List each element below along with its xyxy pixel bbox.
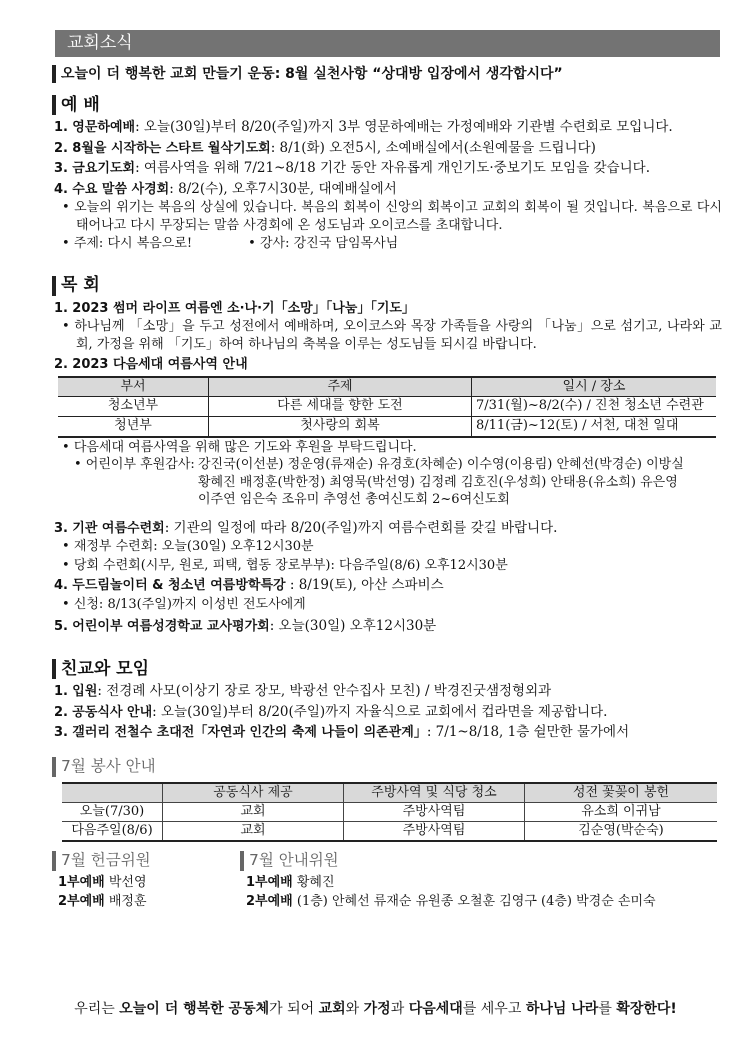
heading-marker — [52, 276, 56, 296]
offering-heading-text: 7월 헌금위원 — [61, 851, 151, 870]
heading-marker — [52, 65, 56, 83]
fellowship-item: 1. 입원: 전경례 사모(이상기 장로 장모, 박광선 안수집사 모친) / 박경진굿샘정형외과 — [54, 683, 552, 700]
heading-marker — [52, 659, 56, 679]
table-header — [62, 783, 163, 803]
table-cell: 교회 — [163, 802, 344, 821]
retreat-bullet: • 재정부 수련회: 오늘(30일) 오후12시30분 — [62, 539, 314, 555]
bulletin-content — [52, 60, 722, 911]
sponsor-list — [74, 456, 722, 509]
pastoral-heading — [52, 275, 722, 297]
usher-row: 1부예배 황혜진 — [246, 874, 335, 890]
worship-bullet: • 오늘의 위기는 복음의 상실에 있습니다. 복음의 회복이 신앙의 회복이고 교회의 회복이 될 것입니다. 복음으로 다시 태어나고 다시 무장되는 말씀 사경회에 온 성도님과 오이코스를 초대합니다. — [62, 200, 722, 233]
pastoral-item: 4. 두드림놀이터 & 청소년 여름방학특강 : 8/19(토), 아산 스파비스 — [54, 577, 444, 594]
table-cell: 주방사역팀 — [344, 821, 525, 841]
usher-heading — [240, 850, 722, 872]
table-cell: 8/11(금)~12(토) / 서천, 대천 일대 — [472, 416, 717, 437]
monthly-subject-text: 오늘이 더 행복한 교회 만들기 운동: 8월 실천사항 “상대방 입장에서 생각합시다” — [61, 65, 563, 82]
table-row — [58, 416, 716, 437]
pastoral-item: 5. 어린이부 여름성경학교 교사평가회: 오늘(30일) 오후12시30분 — [54, 618, 437, 635]
heading-marker — [240, 851, 244, 871]
table-row — [62, 802, 717, 821]
usher-row: 2부예배 (1층) 안혜선 류재순 유원종 오철훈 김영구 (4층) 박경순 손미숙 — [246, 894, 656, 910]
table-header: 주제 — [209, 377, 472, 396]
offering-row: 1부예배 박선영 — [58, 874, 147, 890]
sponsor-label: • 어린이부 후원감사: — [74, 457, 195, 473]
monthly-subject — [52, 62, 722, 86]
heading-marker — [52, 851, 56, 871]
table-cell: 첫사랑의 회복 — [209, 416, 472, 437]
worship-item: 1. 영문하예배: 오늘(30일)부터 8/20(주일)까지 3부 영문하예배는 가정예배와 기관별 수련회로 모입니다. — [54, 119, 673, 135]
table-header: 부서 — [58, 377, 209, 396]
table-cell: 오늘(7/30) — [62, 802, 163, 821]
table-cell: 주방사역팀 — [344, 802, 525, 821]
table-cell: 김순영(박순숙) — [525, 821, 718, 841]
fellowship-item: 3. 갤러리 전철수 초대전「자연과 인간의 축제 나들이 의존관계」: 7/1~8/18, 1층 쉴만한 물가에서 — [54, 724, 630, 741]
worship-item: 2. 8월을 시작하는 스타트 월삭기도회: 8/1(화) 오전5시, 소예배실에서(소원예물을 드립니다) — [54, 139, 596, 156]
service-heading-text: 7월 봉사 안내 — [61, 757, 156, 776]
table-cell: 유소희 이귀남 — [525, 802, 718, 821]
worship-item: 3. 금요기도회: 여름사역을 위해 7/21~8/18 기간 동안 자유롭게 개인기도·중보기도 모임을 갖습니다. — [54, 160, 651, 177]
table-cell: 청년부 — [58, 416, 209, 437]
table-cell: 다른 세대를 향한 도전 — [209, 396, 472, 416]
vision-statement: 우리는 오늘이 더 행복한 공동체가 되어 교회와 가정과 다음세대를 세우고 하나님 나라를 확장한다! — [74, 1001, 677, 1017]
worship-heading-text: 예 배 — [61, 94, 100, 115]
sponsor-names: 황혜진 배정훈(박한정) 최영묵(박선영) 김정례 김호진(우성희) 안태용(유소희) 유은영 — [198, 474, 678, 490]
usher-heading-text: 7월 안내위원 — [249, 851, 339, 870]
table-header: 공동식사 제공 — [163, 783, 344, 803]
worship-heading — [52, 94, 722, 116]
lecture-bullet: • 신청: 8/13(주일)까지 이성빈 전도사에게 — [62, 596, 306, 612]
pastoral-bullet: • 하나님께 「소망」을 두고 성전에서 예배하며, 오이코스와 목장 가족들을 사랑의 「나눔」으로 섬기고, 나라와 교회, 가정을 위해 「기도」하여 하나님의 축복을 이루는 성도님들 되시길 바랍니다. — [62, 319, 722, 352]
table-header: 성전 꽃꽂이 봉헌 — [525, 783, 718, 803]
table-header-row — [62, 783, 717, 803]
table-row — [58, 396, 716, 416]
committee-section — [52, 850, 722, 911]
fellowship-heading-text: 친교와 모임 — [61, 658, 150, 679]
worship-item: 4. 수요 말씀 사경회: 8/2(수), 오후7시30분, 대예배실에서 — [54, 180, 397, 197]
heading-marker — [52, 757, 56, 777]
section-header-bar: 교회소식 — [55, 30, 720, 57]
sponsor-names: 이주연 임은숙 조유미 추영선 총여신도회 2~6여신도회 — [198, 492, 510, 508]
table-row — [62, 821, 717, 841]
table-header: 주방사역 및 식당 청소 — [344, 783, 525, 803]
service-table — [62, 782, 717, 842]
table-cell: 교회 — [163, 821, 344, 841]
table-cell: 7/31(월)~8/2(수) / 진천 청소년 수련관 — [472, 396, 717, 416]
table-header-row — [58, 377, 716, 396]
pastoral-item: 2. 2023 다음세대 여름사역 안내 — [54, 357, 248, 373]
fellowship-heading — [52, 658, 722, 680]
fellowship-item: 2. 공동식사 안내: 오늘(30일)부터 8/20(주일)까지 자율식으로 교회에서 컵라면을 제공합니다. — [54, 703, 608, 720]
pastoral-heading-text: 목 회 — [61, 275, 100, 296]
sponsor-names: 강진국(이선분) 정운영(류재순) 유경호(차혜순) 이수영(이용림) 안혜선(박경순) 이방실 — [198, 457, 684, 473]
table-cell: 다음주일(8/6) — [62, 821, 163, 841]
offering-heading — [52, 850, 240, 872]
pastoral-item: 3. 기관 여름수련회: 기관의 일정에 따라 8/20(주일)까지 여름수련회를 갖길 바랍니다. — [54, 519, 558, 536]
retreat-bullet: • 당회 수련회(시무, 원로, 피택, 협동 장로부부): 다음주일(8/6) 오후12시30분 — [62, 557, 508, 573]
summer-ministry-table — [58, 376, 716, 438]
worship-bullet-theme: • 주제: 다시 복음으로! • 강사: 강진국 담임목사님 — [62, 236, 399, 252]
usher-committee — [240, 850, 722, 911]
prayer-bullet: • 다음세대 여름사역을 위해 많은 기도와 후원을 부탁드립니다. — [62, 439, 417, 455]
offering-committee — [52, 850, 240, 911]
pastoral-item: 1. 2023 썸머 라이프 여름엔 소·나·기「소망」「나눔」「기도」 — [54, 300, 415, 316]
offering-row: 2부예배 배정훈 — [58, 894, 147, 910]
heading-marker — [52, 95, 56, 115]
service-heading — [52, 756, 722, 778]
table-header: 일시 / 장소 — [472, 377, 717, 396]
table-cell: 청소년부 — [58, 396, 209, 416]
